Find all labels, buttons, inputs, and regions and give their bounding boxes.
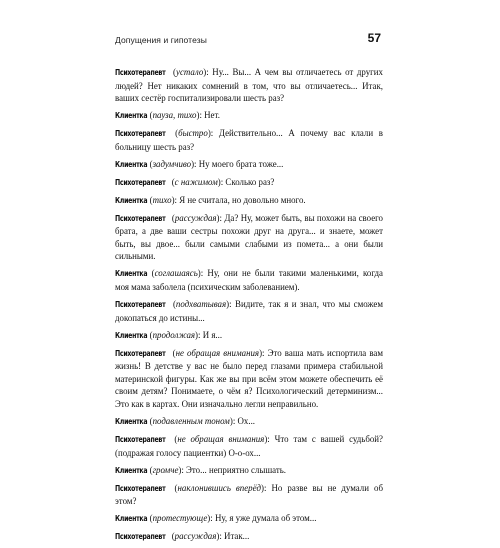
utterance-text: : Нет. xyxy=(199,110,220,121)
dialogue-turn: Клиентка (продолжая): И я... xyxy=(115,329,383,343)
utterance-text: : Ну, они не были такими маленькими, когда моя мама заболела (психическим заболеванием). xyxy=(115,268,383,293)
stage-remark: не обращая внимания xyxy=(175,347,260,358)
speaker-name: Психотерапевт xyxy=(115,348,166,358)
dialogue-turn: Клиентка (задумчиво): Ну моего брата тоже... xyxy=(115,158,383,172)
stage-remark: быстро xyxy=(178,128,208,139)
speaker-name: Клиентка xyxy=(115,514,148,524)
stage-remark: не обращая внимания xyxy=(177,433,265,444)
utterance-text: : Это... неприятно слышать. xyxy=(181,464,287,475)
stage-remark: продолжая xyxy=(152,329,196,340)
speaker-name: Психотерапевт xyxy=(115,68,166,77)
speaker-name: Клиентка xyxy=(115,416,148,426)
dialogue-turn: Психотерапевт (наклонившись вперёд): Но разве вы не думали об этом? xyxy=(115,482,383,507)
utterance-text: : Ох... xyxy=(232,415,255,426)
stage-remark: пауза, тихо xyxy=(152,110,197,121)
stage-remark: подхватывая xyxy=(175,299,227,310)
stage-remark: подавленным тоном xyxy=(152,415,230,426)
stage-remark: наклонившись вперёд xyxy=(177,482,262,493)
speaker-name: Психотерапевт xyxy=(115,177,166,187)
dialogue-turn: Психотерапевт (не обращая внимания): Это ваша мать испортила вам жизнь! В детстве у вас не было перед глазами примера стабильной материнской фигуры. Как же вы при всём этом можете обеспечить её своим детям? Понимаете, о чём я? Психологический детерминизм... Это как в картах. Они изначально легли неправильно. xyxy=(115,347,383,409)
stage-remark: рассуждая xyxy=(174,531,217,542)
dialogue-turn: Психотерапевт (рассуждая): Итак... xyxy=(115,530,383,544)
speaker-name: Клиентка xyxy=(115,195,148,205)
stage-remark: задумчиво xyxy=(152,158,192,169)
dialogue-turn: Клиентка (соглашаясь): Ну, они не были такими маленькими, когда моя мама заболела (психическим заболеванием). xyxy=(115,268,383,293)
dialogue-turn: Клиентка (протестующе): Ну, я уже думала об этом... xyxy=(115,512,383,526)
utterance-text: : Но разве вы не думали об этом? xyxy=(115,482,383,507)
speaker-name: Клиентка xyxy=(115,111,148,121)
speaker-name: Психотерапевт xyxy=(115,300,166,310)
speaker-name: Психотерапевт xyxy=(115,483,166,493)
utterance-text: : Я не считала, но довольно много. xyxy=(174,194,306,205)
stage-remark: громче xyxy=(152,464,179,475)
utterance-text: : Сколько раз? xyxy=(220,176,275,187)
utterance-text: : Итак... xyxy=(219,531,250,542)
speaker-name: Клиентка xyxy=(115,269,148,279)
utterance-text: : Действительно... А почему вас клали в больницу шесть раз? xyxy=(115,128,383,152)
utterance-text: : Видите, так я и знал, что мы сможем докопаться до истины... xyxy=(115,299,383,323)
dialogue-turn: Клиентка (подавленным тоном): Ох... xyxy=(115,415,383,429)
stage-remark: протестующе xyxy=(152,513,208,524)
speaker-name: Клиентка xyxy=(115,159,148,169)
utterance-text: : Ну... Вы... А чем вы отличаетесь от других людей? Нет никаких сомнений в том, что вы отличаетесь... Итак, ваших сестёр госпитализировали шесть раз? xyxy=(115,67,383,104)
dialogue-turn: Психотерапевт (подхватывая): Видите, так я и знал, что мы сможем докопаться до истины... xyxy=(115,299,383,323)
stage-remark: с нажимом xyxy=(174,176,218,187)
stage-remark: рассуждая xyxy=(174,212,217,223)
dialogue-turn: Психотерапевт (рассуждая): Да? Ну, может быть, вы похожи на своего брата, а две ваши сестры похожи друг на друга... и знаете, может быть, вы двое... были самыми слабыми из помета... а они были сильными. xyxy=(115,212,383,262)
speaker-name: Психотерапевт xyxy=(115,434,166,444)
running-title: Допущения и гипотезы xyxy=(115,35,207,45)
dialogue-turn: Психотерапевт (устало): Ну... Вы... А чем вы отличаетесь от других людей? Нет никаких сомнений в том, что вы отличаетесь... Итак, ваших сестёр госпитализировали шесть раз? xyxy=(115,67,383,104)
utterance-text: : Ну моего брата тоже... xyxy=(194,158,284,169)
speaker-name: Клиентка xyxy=(115,465,148,475)
stage-remark: соглашаясь xyxy=(154,268,198,279)
page-number: 57 xyxy=(367,31,381,45)
dialogue-block xyxy=(115,66,383,548)
utterance-text: : Это ваша мать испортила вам жизнь! В детстве у вас не было перед глазами примера стабильной материнской фигуры. Как же вы при всём этом можете обеспечить её своим детям? Понимаете, о чём я? Психологический детерминизм... Это как в картах. Они изначально легли неправильно. xyxy=(115,347,383,409)
stage-remark: тихо xyxy=(152,194,172,205)
utterance-text: : Да? Ну, может быть, вы похожи на своего брата, а две ваши сестры похожи друг на друга... и знаете, может быть, вы двое... были самыми слабыми из помета... а они были сильными. xyxy=(115,212,383,262)
speaker-name: Клиентка xyxy=(115,330,148,340)
dialogue-turn: Психотерапевт (с нажимом): Сколько раз? xyxy=(115,176,383,190)
dialogue-turn: Клиентка (тихо): Я не считала, но довольно много. xyxy=(115,194,383,208)
speaker-name: Психотерапевт xyxy=(115,129,166,139)
dialogue-turn: Психотерапевт (не обращая внимания): Что там с вашей судьбой? (подражая голосу пациентки) О-о-ох... xyxy=(115,433,383,458)
utterance-text: : Ну, я уже думала об этом... xyxy=(210,513,317,524)
speaker-name: Психотерапевт xyxy=(115,213,166,223)
dialogue-turn: Клиентка (громче): Это... неприятно слышать. xyxy=(115,464,383,478)
speaker-name: Психотерапевт xyxy=(115,532,166,542)
dialogue-turn: Психотерапевт (быстро): Действительно... А почему вас клали в больницу шесть раз? xyxy=(115,128,383,152)
dialogue-turn: Клиентка (пауза, тихо): Нет. xyxy=(115,109,383,123)
stage-remark: устало xyxy=(176,67,204,77)
utterance-text: : И я... xyxy=(198,329,223,340)
utterance-text: : Что там с вашей судьбой? (подражая голосу пациентки) О-о-ох... xyxy=(115,433,383,458)
